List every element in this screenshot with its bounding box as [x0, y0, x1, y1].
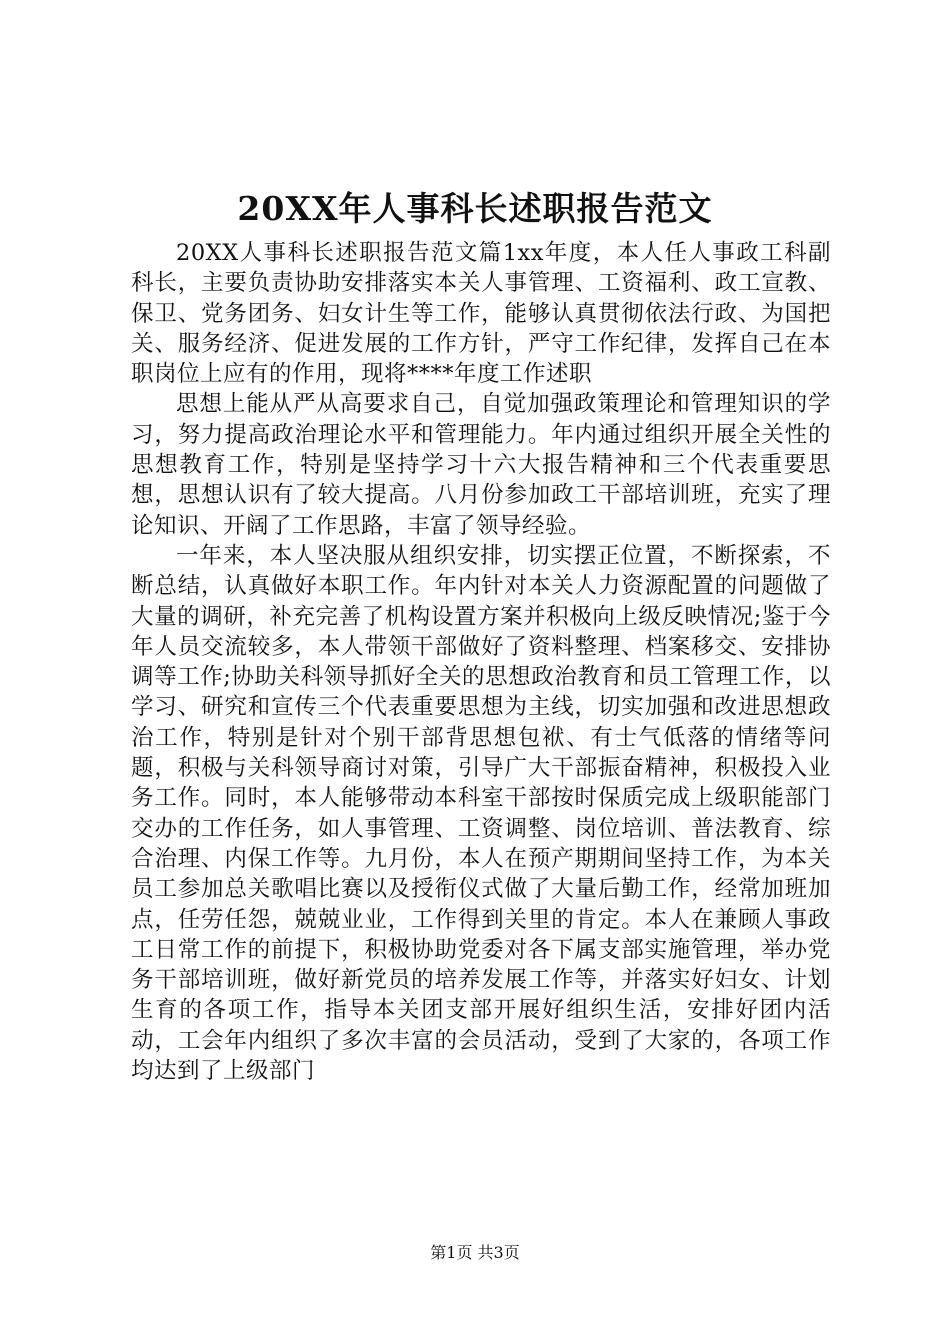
paragraph-work: 一年来，本人坚决服从组织安排，切实摆正位置，不断探索，不断总结，认真做好本职工作。年内针对本关人力资源配置的问题做了大量的调研，补充完善了机构设置方案并积极向上级反映情况;鉴于今年人员交流较多，本人带领干部做好了资料整理、档案移交、安排协调等工作;协助关科领导抓好全关的思想政治教育和员工管理工作，以学习、研究和宣传三个代表重要思想为主线，切实加强和改进思想政治工作，特别是针对个别干部背思想包袱、有士气低落的情绪等问题，积极与关科领导商讨对策，引导广大干部振奋精神，积极投入业务工作。同时，本人能够带动本科室干部按时保质完成上级职能部门交办的工作任务，如人事管理、工资调整、岗位培训、普法教育、综合治理、内保工作等。九月份，本人在预产期期间坚持工作，为本关员工参加总关歌唱比赛以及授衔仪式做了大量后勤工作，经常加班加点，任劳任怨，兢兢业业，工作得到关里的肯定。本人在兼顾人事政工日常工作的前提下，积极协助党委对各下属支部实施管理，举办党务干部培训班，做好新党员的培养发展工作等，并落实好妇女、计划生育的各项工作，指导本关团支部开展好组织生活，安排好团内活动，工会年内组织了多次丰富的会员活动，受到了大家的，各项工作均达到了上级部门	[131, 542, 831, 1085]
paragraph-intro: 20XX人事科长述职报告范文篇1xx年度，本人任人事政工科副科长，主要负责协助安排落实本关人事管理、工资福利、政工宣教、保卫、党务团务、妇女计生等工作，能够认真贯彻依法行政、为国把关、服务经济、促进发展的工作方针，严守工作纪律，发挥自己在本职岗位上应有的作用，现将****年度工作述职	[131, 240, 831, 388]
page-number-footer: 第1页 共3页	[430, 1243, 520, 1262]
document-body	[131, 238, 831, 1086]
document-title: 20XX年人事科长述职报告范文	[237, 189, 713, 228]
paragraph-ideology: 思想上能从严从高要求自己，自觉加强政策理论和管理知识的学习，努力提高政治理论水平和管理能力。年内通过组织开展全关性的思想教育工作，特别是坚持学习十六大报告精神和三个代表重要思想，思想认识有了较大提高。八月份参加政工干部培训班，充实了理论知识、开阔了工作思路，丰富了领导经验。	[131, 391, 831, 539]
